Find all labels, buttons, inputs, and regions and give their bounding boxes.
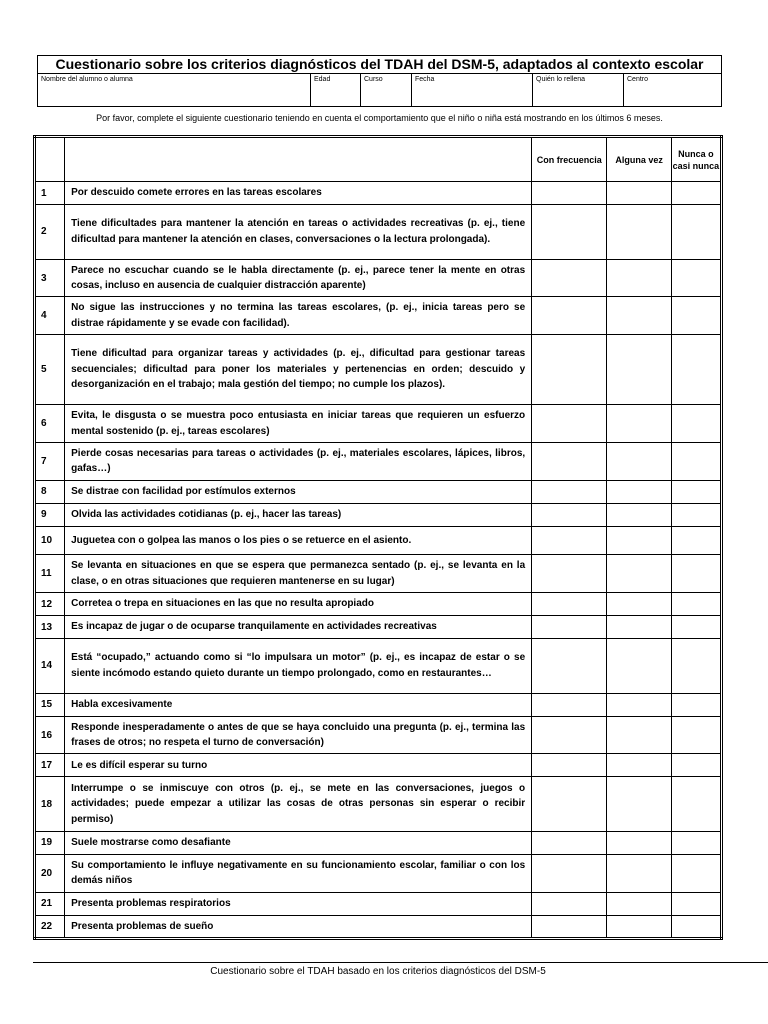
item-number: 17 (35, 754, 65, 777)
answer-sometimes-cell[interactable] (607, 443, 671, 481)
answer-often-cell[interactable] (532, 335, 607, 405)
item-text: Le es difícil esperar su turno (65, 754, 532, 777)
table-row (35, 639, 722, 694)
table-row (35, 777, 722, 832)
header-text-cell (65, 137, 532, 182)
answer-often-cell[interactable] (532, 259, 607, 297)
header-num-cell (35, 137, 65, 182)
table-row (35, 182, 722, 205)
item-text: Presenta problemas de sueño (65, 915, 532, 938)
answer-often-cell[interactable] (532, 555, 607, 593)
answer-often-cell[interactable] (532, 855, 607, 893)
answer-often-cell[interactable] (532, 892, 607, 915)
answer-sometimes-cell[interactable] (607, 693, 671, 716)
item-text: Presenta problemas respiratorios (65, 892, 532, 915)
answer-never-cell[interactable] (671, 639, 721, 694)
footer-text: Cuestionario sobre el TDAH basado en los criterios diagnósticos del DSM-5 (210, 966, 546, 977)
answer-never-cell[interactable] (671, 616, 721, 639)
answer-never-cell[interactable] (671, 443, 721, 481)
answer-often-cell[interactable] (532, 297, 607, 335)
answer-sometimes-cell[interactable] (607, 205, 671, 260)
table-row (35, 831, 722, 854)
item-text: Pierde cosas necesarias para tareas o actividades (p. ej., materiales escolares, lápices, libros, gafas…) (65, 443, 532, 481)
answer-often-cell[interactable] (532, 405, 607, 443)
answer-never-cell[interactable] (671, 754, 721, 777)
answer-often-cell[interactable] (532, 503, 607, 526)
item-text: Habla excesivamente (65, 693, 532, 716)
answer-never-cell[interactable] (671, 716, 721, 754)
table-row (35, 443, 722, 481)
grade-field[interactable]: Curso (361, 74, 412, 107)
table-header-row (35, 137, 722, 182)
footer-divider (33, 962, 768, 963)
answer-sometimes-cell[interactable] (607, 335, 671, 405)
item-number: 14 (35, 639, 65, 694)
item-number: 12 (35, 592, 65, 615)
table-row (35, 693, 722, 716)
answer-never-cell[interactable] (671, 405, 721, 443)
item-text: Es incapaz de jugar o de ocuparse tranquilamente en actividades recreativas (65, 616, 532, 639)
student-info-fields (38, 74, 721, 107)
answer-often-cell[interactable] (532, 754, 607, 777)
student-name-field[interactable]: Nombre del alumno o alumna (38, 74, 311, 107)
item-number: 20 (35, 855, 65, 893)
answer-sometimes-cell[interactable] (607, 616, 671, 639)
table-row (35, 716, 722, 754)
answer-never-cell[interactable] (671, 182, 721, 205)
answer-sometimes-cell[interactable] (607, 639, 671, 694)
answer-sometimes-cell[interactable] (607, 297, 671, 335)
answer-sometimes-cell[interactable] (607, 405, 671, 443)
answer-sometimes-cell[interactable] (607, 754, 671, 777)
table-row (35, 555, 722, 593)
item-text: No sigue las instrucciones y no termina las tareas escolares, (p. ej., inicia tareas pero se distrae rápidamente y se evade con facilidad). (65, 297, 532, 335)
answer-often-cell[interactable] (532, 616, 607, 639)
school-field[interactable]: Centro (627, 76, 649, 83)
item-text: Corretea o trepa en situaciones en las que no resulta apropiado (65, 592, 532, 615)
col-often: Con frecuencia (532, 137, 607, 182)
answer-often-cell[interactable] (532, 205, 607, 260)
item-number: 18 (35, 777, 65, 832)
answer-never-cell[interactable] (671, 259, 721, 297)
answer-never-cell[interactable] (671, 777, 721, 832)
date-field[interactable]: Fecha (412, 74, 533, 107)
answer-sometimes-cell[interactable] (607, 777, 671, 832)
item-text: Su comportamiento le influye negativamente en su funcionamiento escolar, familiar o con los demás niños (65, 855, 532, 893)
answer-sometimes-cell[interactable] (607, 855, 671, 893)
item-number: 19 (35, 831, 65, 854)
answer-often-cell[interactable] (532, 716, 607, 754)
answer-never-cell[interactable] (671, 831, 721, 854)
table-row (35, 205, 722, 260)
answer-never-cell[interactable] (671, 855, 721, 893)
item-number: 1 (35, 182, 65, 205)
item-number: 8 (35, 480, 65, 503)
table-row (35, 480, 722, 503)
table-row (35, 297, 722, 335)
answer-never-cell[interactable] (671, 205, 721, 260)
item-number: 10 (35, 526, 65, 554)
answer-often-cell[interactable] (532, 831, 607, 854)
item-text: Está “ocupado,” actuando como si “lo impulsara un motor” (p. ej., es incapaz de estar o se siente incómodo estando quieto durante un tiempo prolongado, como en restaurantes… (65, 639, 532, 694)
answer-often-cell[interactable] (532, 526, 607, 554)
item-number: 5 (35, 335, 65, 405)
item-text: Parece no escuchar cuando se le habla directamente (p. ej., parece tener la mente en otras cosas, incluso en ausencia de cualquier distracción aparente) (65, 259, 532, 297)
instructions: Por favor, complete el siguiente cuestionario teniendo en cuenta el comportamiento que el niño o niña está mostrando en los últimos 6 meses. (96, 113, 663, 123)
table-row (35, 259, 722, 297)
item-number: 6 (35, 405, 65, 443)
table-row (35, 892, 722, 915)
item-text: Tiene dificultad para organizar tareas y actividades (p. ej., dificultad para gestionar tareas secuenciales; dificultad para poner los materiales y pertenencias en orden; descuido y desorganización en el trabajo; mala gestión del tiempo; no cumple los plazos). (65, 335, 532, 405)
answer-sometimes-cell[interactable] (607, 716, 671, 754)
answer-sometimes-cell[interactable] (607, 526, 671, 554)
item-text: Responde inesperadamente o antes de que se haya concluido una pregunta (p. ej., termina las frases de otros; no respeta el turno de conversación) (65, 716, 532, 754)
answer-sometimes-cell[interactable] (607, 592, 671, 615)
item-text: Juguetea con o golpea las manos o los pies o se retuerce en el asiento. (65, 526, 532, 554)
answer-never-cell[interactable] (671, 892, 721, 915)
answer-never-cell[interactable] (671, 335, 721, 405)
table-row (35, 915, 722, 938)
answer-sometimes-cell[interactable] (607, 182, 671, 205)
table-row (35, 754, 722, 777)
answer-sometimes-cell[interactable] (607, 503, 671, 526)
answer-sometimes-cell[interactable] (607, 915, 671, 938)
item-text: Suele mostrarse como desafiante (65, 831, 532, 854)
answer-never-cell[interactable] (671, 297, 721, 335)
item-number: 15 (35, 693, 65, 716)
answer-often-cell[interactable] (532, 777, 607, 832)
item-number: 7 (35, 443, 65, 481)
item-number: 9 (35, 503, 65, 526)
answer-never-cell[interactable] (671, 915, 721, 938)
item-number: 4 (35, 297, 65, 335)
questionnaire-table (33, 135, 723, 940)
answer-sometimes-cell[interactable] (607, 480, 671, 503)
answer-never-cell[interactable] (671, 555, 721, 593)
age-field[interactable]: Edad (311, 74, 361, 107)
answer-often-cell[interactable] (532, 693, 607, 716)
item-number: 16 (35, 716, 65, 754)
answer-never-cell[interactable] (671, 592, 721, 615)
answer-often-cell[interactable] (532, 443, 607, 481)
item-text: Se distrae con facilidad por estímulos externos (65, 480, 532, 503)
form-title: Cuestionario sobre los criterios diagnósticos del TDAH del DSM-5, adaptados al contexto escolar (38, 56, 721, 74)
answer-often-cell[interactable] (532, 639, 607, 694)
answer-often-cell[interactable] (532, 915, 607, 938)
table-row (35, 526, 722, 554)
answer-never-cell[interactable] (671, 526, 721, 554)
answer-often-cell[interactable] (532, 592, 607, 615)
item-number: 22 (35, 915, 65, 938)
col-never: Nunca o casi nunca (671, 137, 721, 182)
item-text: Por descuido comete errores en las tareas escolares (65, 182, 532, 205)
answer-often-cell[interactable] (532, 182, 607, 205)
item-text: Se levanta en situaciones en que se espera que permanezca sentado (p. ej., se levanta en la clase, o en otras situaciones que requieren mantenerse en su lugar) (65, 555, 532, 593)
table-row (35, 616, 722, 639)
item-text: Tiene dificultades para mantener la atención en tareas o actividades recreativas (p. ej., tiene dificultad para mantener la atención en clases, conversaciones o la lectura prolongada). (65, 205, 532, 260)
answer-sometimes-cell[interactable] (607, 259, 671, 297)
answer-sometimes-cell[interactable] (607, 892, 671, 915)
col-sometimes: Alguna vez (607, 137, 671, 182)
answer-never-cell[interactable] (671, 480, 721, 503)
table-row (35, 335, 722, 405)
item-number: 11 (35, 555, 65, 593)
item-text: Interrumpe o se inmiscuye con otros (p. ej., se mete en las conversaciones, juegos o actividades; puede empezar a utilizar las cosas de otras personas sin esperar o recibir permiso) (65, 777, 532, 832)
item-number: 3 (35, 259, 65, 297)
answer-never-cell[interactable] (671, 693, 721, 716)
item-number: 13 (35, 616, 65, 639)
item-text: Olvida las actividades cotidianas (p. ej., hacer las tareas) (65, 503, 532, 526)
answer-often-cell[interactable] (532, 480, 607, 503)
table-row (35, 405, 722, 443)
answer-never-cell[interactable] (671, 503, 721, 526)
filled-by-field[interactable]: Quién lo rellena (533, 74, 624, 107)
item-text: Evita, le disgusta o se muestra poco entusiasta en iniciar tareas que requieren un esfuerzo mental sostenido (p. ej., tareas escolares) (65, 405, 532, 443)
table-row (35, 503, 722, 526)
answer-sometimes-cell[interactable] (607, 831, 671, 854)
table-row (35, 592, 722, 615)
answer-sometimes-cell[interactable] (607, 555, 671, 593)
item-number: 21 (35, 892, 65, 915)
form-header (37, 55, 722, 107)
table-row (35, 855, 722, 893)
item-number: 2 (35, 205, 65, 260)
